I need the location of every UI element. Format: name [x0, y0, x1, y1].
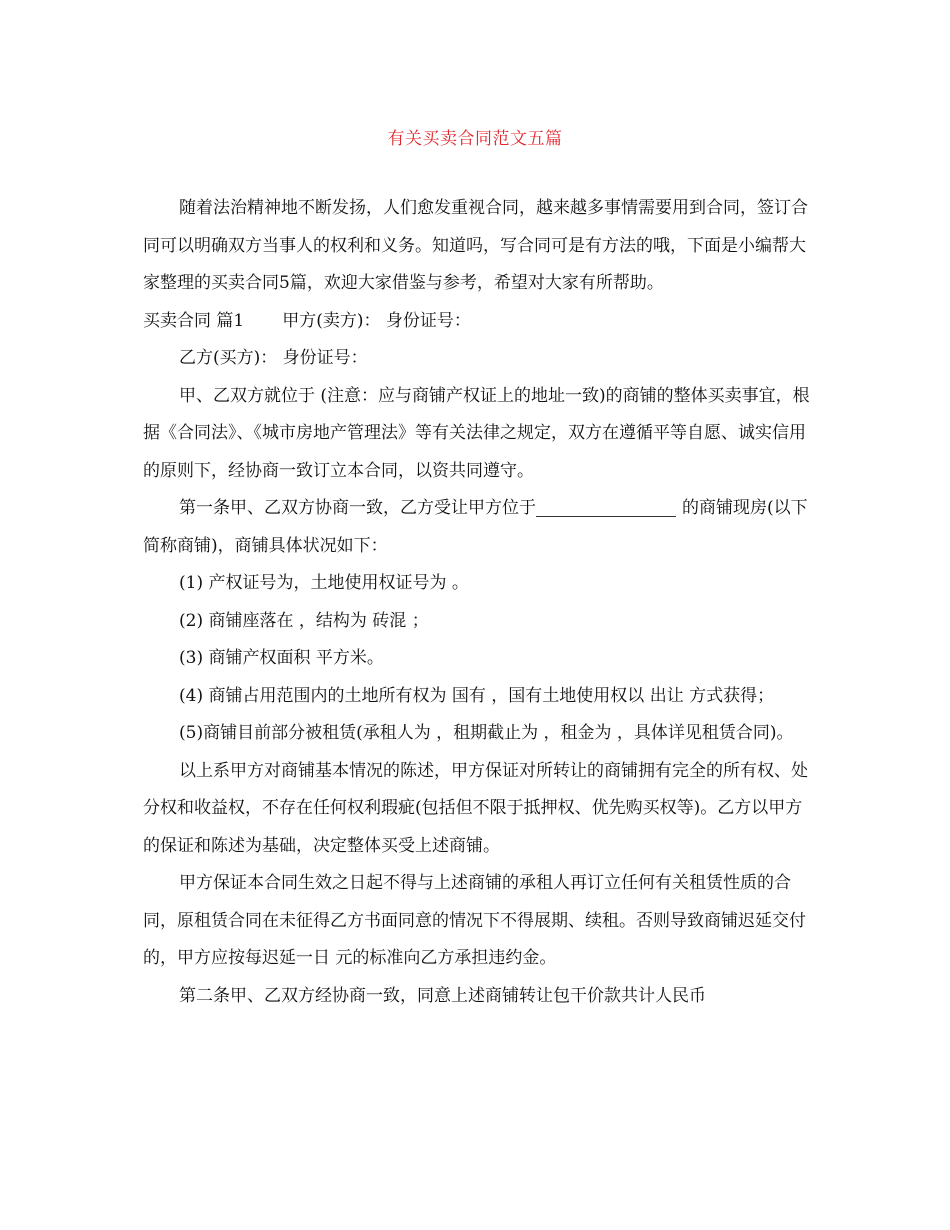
party-b-line: 乙方(买方)： 身份证号： [179, 348, 368, 368]
article-1-prefix: 第一条甲、乙双方协商一致，乙方受让甲方位于 [179, 498, 536, 518]
article-1-suffix: 的商铺现房(以下简称商铺)，商铺具体状况如下： [143, 498, 808, 556]
party-a-line: 甲方(卖方)： 身份证号： [282, 310, 471, 331]
item-4: (4) 商铺占用范围内的土地所有权为 国有 ，国有土地使用权以 出让 方式获得； [179, 685, 775, 706]
intro-paragraph: 随着法治精神地不断发扬，人们愈发重视合同，越来越多事情需要用到合同，签订合同可以明确双方当事人的权利和义务。知道吗，写合同可是有方法的哦，下面是小编帮大家整理的买卖合同5篇，欢迎大家借鉴与参考，希望对大家有所帮助。 [143, 198, 808, 293]
contract-heading-line [143, 303, 811, 341]
item-5: (5)商铺目前部分被租赁(承租人为 ，租期截止为 ，租金为 ，具体详见租赁合同)。 [179, 723, 794, 743]
paragraph-scope: 甲、乙双方就位于 (注意：应与商铺产权证上的地址一致)的商铺的整体买卖事宜，根据《合同法》、《城市房地产管理法》等有关法律之规定，双方在遵循平等自愿、诚实信用的原则下，经协商一致订立本合同，以资共同遵守。 [143, 385, 810, 481]
paragraph-lease: 甲方保证本合同生效之日起不得与上述商铺的承租人再订立任何有关租赁性质的合同，原租赁合同在未征得乙方书面同意的情况下不得展期、续租。否则导致商铺迟延交付的，甲方应按每迟延一日 元的标准向乙方承担违约金。 [143, 873, 806, 968]
article-1 [143, 490, 811, 565]
contract-heading-label: 买卖合同 篇1 [143, 310, 245, 331]
paragraph-warranty: 以上系甲方对商铺基本情况的陈述，甲方保证对所转让的商铺拥有完全的所有权、处分权和收益权，不存在任何权利瑕疵(包括但不限于抵押权、优先购买权等)。乙方以甲方的保证和陈述为基础，决定整体买受上述商铺。 [143, 760, 808, 856]
address-blank [536, 494, 676, 517]
item-2: (2) 商铺座落在 ，结构为 砖混 ； [179, 610, 429, 631]
document-title: 有关买卖合同范文五篇 [387, 129, 563, 149]
item-1: (1) 产权证号为，土地使用权证号为 。 [179, 573, 469, 593]
article-2: 第二条甲、乙双方经协商一致，同意上述商铺转让包干价款共计人民币 [179, 985, 706, 1006]
item-3: (3) 商铺产权面积 平方米。 [179, 648, 384, 668]
document-body [143, 190, 811, 1015]
